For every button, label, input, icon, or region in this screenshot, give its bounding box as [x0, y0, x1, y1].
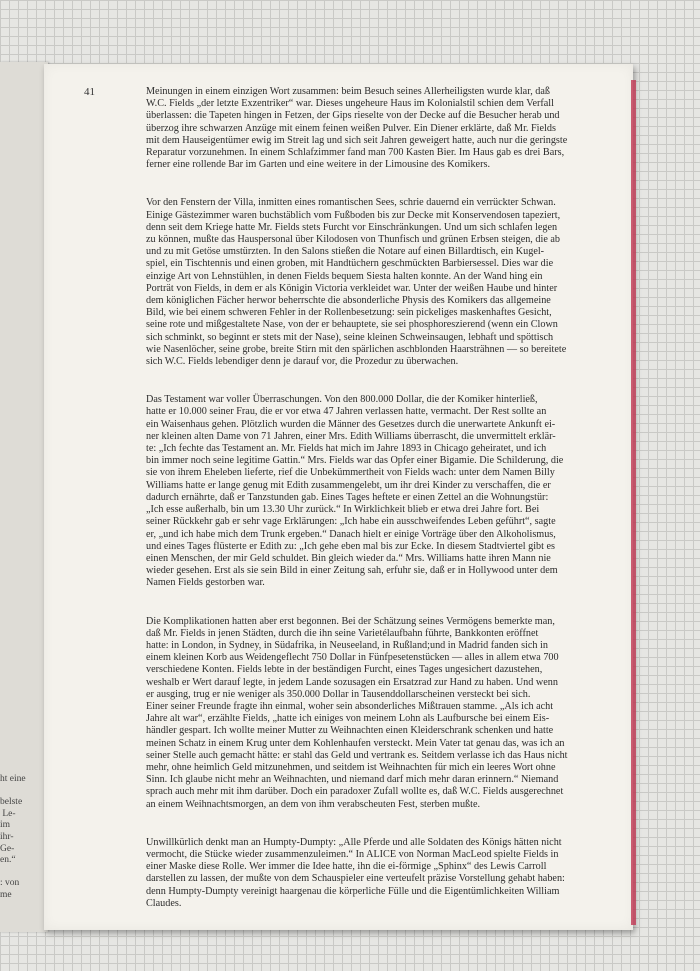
paragraph-5: Unwillkürlich denkt man an Humpty-Dumpty: „Alle Pferde und alle Soldaten des Königs hätten nicht vermocht, die Stücke wieder zusammenzuleimen.“ In ALICE von Norman MacLeod spielte Fields in einer Maske diese Rolle. Wer immer die Idee hatte, ihn die ei-förmige „Sphinx“ des Lewis Carroll darstellen zu lassen, der mußte von dem Schauspieler eine verteufelt präzise Vorstellung gehabt haben: denn Humpty-Dumpty vereinigt haargenau die körperliche Fülle und die Eigentümlichkeiten William Claudes. [146, 836, 565, 909]
red-page-edge [631, 80, 636, 925]
book-page [44, 64, 633, 930]
paragraph-1: Meinungen in einem einzigen Wort zusammen: beim Besuch seines Allerheiligsten wurde klar, daß W.C. Fields „der letzte Exzentriker“ war. Dieses ungeheure Haus im Kolonialstil schien dem Verfall überlassen: die Tapeten hingen in Fetzen, der Gips rieselte von der Decke auf die Besucher herab und überzog ihre schwarzen Anzüge mit einem feinen weißen Pulver. Ein Diener erklärte, daß Mr. Fields mit dem Hauseigentümer ewig im Streit lag und sich seit Jahren geweigert hatte, auch nur die geringste Reparatur vorzunehmen. In einem Schlafzimmer fand man 700 Kasten Bier. Im Haus gab es drei Bars, ferner eine rollende Bar im Garten und eine weitere in der Limousine des Komikers. [146, 86, 568, 171]
page-number: 41 [84, 86, 95, 98]
left-page-edge [0, 62, 48, 932]
text-column [146, 86, 624, 936]
paragraph-4: Die Komplikationen hatten aber erst begonnen. Bei der Schätzung seines Vermögens bemerkte man, daß Mr. Fields in jenen Städten, durch die ihn seine Varietélaufbahn führte, Bankkonten eröffnet hatte: in London, in Sydney, in Südafrika, in Neuseeland, in Rußland;und in Madrid fanden sich in einem kleinen Korb aus Weidengeflecht 750 Dollar in Fünfpesetenstücken — alles in allem etwa 700 verschiedene Konten. Fields lebte in der beständigen Furcht, eines Tages ungesichert dazustehen, weshalb er Wert darauf legte, in jedem Lande sozusagen ein Ersatzrad zur Hand zu haben. Und wenn er ausging, trug er nie weniger als 350.000 Dollar in Tausenddollarscheinen versteckt bei sich. Einer seiner Freunde fragte ihn einmal, woher sein absonderliches Mißtrauen stamme. „Als ich acht Jahre alt war“, erzählte Fields, „hatte ich einiges von meinem Lohn als Laufbursche bei einem Eis- händler gespart. Ich wollte meiner Mutter zu Weihnachten einen Kleiderschrank schenken und hatte meinen Schatz in einem Krug unter dem Kohlenhaufen versteckt. Mein Vater tat genau das, was ich an seiner Stelle auch gemacht hätte: er stahl das Geld und vertrank es. Seitdem verlasse ich das Haus nicht mehr, ohne heimlich Geld mitzunehmen, und seitdem ist Weihnachten für mich ein leeres Wort ohne Sinn. Ich glaube nicht mehr an Weihnachten, und niemand darf mich mehr daran erinnern.“ Niemand sprach auch mehr mit ihm darüber. Doch ein paradoxer Zufall wollte es, daß W.C. Fields ausgerechnet an einem Weihnachtsmorgen, an dem von ihm verabscheuten Fest, sterben mußte. [146, 615, 568, 810]
paragraph-3: Das Testament war voller Überraschungen. Von den 800.000 Dollar, die der Komiker hinterließ, hatte er 10.000 seiner Frau, die er vor etwa 47 Jahren verlassen hatte, vermacht. Der Rest sollte an ein Waisenhaus gehen. Plötzlich wurden die Männer des Gesetzes durch die unerwartete Ankunft ei- ner kleinen alten Dame von 71 Jahren, einer Mrs. Edith Williams überrascht, die unvermittelt erklär- te: „Ich fechte das Testament an. Mr. Fields hat mich im Jahre 1893 in Chicago geheiratet, und ich bin immer noch seine legitime Gattin.“ Mrs. Fields war das Opfer einer Bigamie. Die Schilderung, die sie von ihrem Eheleben lieferte, rief die Unbekümmertheit von Fields wach: unter dem Namen Billy Williams hatte er lange genug mit Edith zusammengelebt, um ihr drei Kinder zu verschaffen, die er dadurch ernährte, daß er Tanzstunden gab. Eines Tages heftete er einen Zettel an die Wohnungstür: „Ich esse außerhalb, bin um 13.30 Uhr zurück.“ In Wirklichkeit blieb er etwa drei Jahre fort. Bei seiner Rückkehr gab er sehr vage Erklärungen: „Ich habe ein ausschweifendes Leben geführt“, sagte er, „und ich habe mich dem Trunk ergeben.“ Danach hielt er einige Vorträge über den Alkoholismus, und eines Tages flüsterte er Edith zu: „Ich gehe eben mal bis zur Ecke. In diesem Stadtviertel gibt es einen Menschen, der mir Geld schuldet. Bin gleich wieder da.“ Mrs. Williams hatte ihren Mann nie wieder gesehen. Erst als sie sein Bild in einer Zeitung sah, erfuhr sie, daß er in Hollywood unter dem Namen Fields gestorben war. [146, 394, 564, 589]
paragraph-2: Vor den Fenstern der Villa, inmitten eines romantischen Sees, schrie dauernd ein verrückter Schwan. Einige Gästezimmer waren buchstäblich vom Fußboden bis zur Decke mit Konservendosen tapeziert, denn seit dem Kriege hatte Mr. Fields stets Furcht vor Einschränkungen. Und um sich schlafen legen zu können, mußte das Hauspersonal über Kilodosen von Thunfisch und grünen Erbsen steigen, die ab und zu mit Getöse umstürzten. In den Salons stießen die Notare auf einen Billardtisch, ein Kugel- spiel, ein Tischtennis und einen groben, mit Handtüchern geschmückten Barbiersessel. Dies war die einzige Art von Lehnstühlen, in denen Fields bequem Siesta halten konnte. An der Wand hing ein Porträt von Fields, in dem er als Königin Victoria verkleidet war. Unter der weißen Haube und hinter dem königlichen Fächer herwor beherrschte die absonderliche Physis des Komikers das allgemeine Bild, wie bei einem schweren Fehler in der Rollenbesetzung: sein pickeliges maskenhaftes Gesicht, seine rote und mißgestaltete Nase, von der er behauptete, sie sei phosphoreszierend (wenn ein Clown sich schminkt, so beginnt er stets mit der Nase), seine kleinen Schweinsaugen, lebhaft und spöttisch wie Nasenlöcher, seine grobe, breite Stirn mit den spärlichen aschblonden Haarsträhnen — so bereitete sich W.C. Fields lebendiger denn je darauf vor, die Prozedur zu überwachen. [146, 197, 567, 368]
left-page-text-fragments: ht eine belste Le- im ihr- Ge- en.“ : von me [0, 774, 26, 900]
